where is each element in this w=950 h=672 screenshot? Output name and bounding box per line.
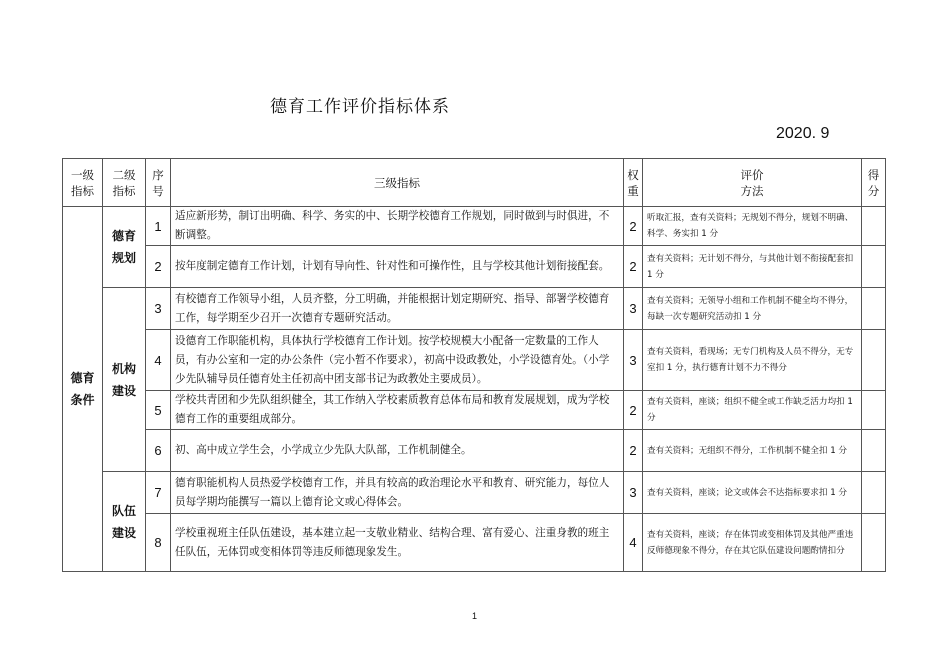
weight-cell: 2: [624, 391, 643, 430]
header-method-line1: 评价: [740, 167, 764, 182]
header-score-line2: 分: [867, 183, 880, 198]
table-row: [63, 430, 886, 472]
table-row: [63, 514, 886, 572]
indicator-cell: 适应新形势，制订出明确、科学、务实的中、长期学校德育工作规划，同时做到与时俱进，不断调整。: [171, 207, 624, 246]
header-level1: [63, 159, 103, 207]
seq-cell: 6: [146, 430, 171, 472]
indicator-cell: 按年度制定德育工作计划，计划有导向性、针对性和可操作性，且与学校其他计划衔接配套。: [171, 246, 624, 288]
group-cell-staff: [103, 472, 146, 572]
indicator-cell: 学校共青团和少先队组织健全，其工作纳入学校素质教育总体布局和教育发展规划，成为学校德育工作的重要组成部分。: [171, 391, 624, 430]
header-level1-line1: 一级: [71, 167, 94, 182]
method-cell: 查有关资料；无计划不得分，与其他计划不衔接配套扣 1 分: [643, 246, 862, 288]
table-row: [63, 288, 886, 330]
score-cell: [862, 514, 886, 572]
table-row: [63, 391, 886, 430]
score-cell: [862, 391, 886, 430]
table-row: [63, 472, 886, 514]
group-line1: 队伍: [111, 503, 136, 518]
header-weight-line2: 重: [627, 183, 639, 198]
indicator-cell: 有校德育工作领导小组，人员齐整，分工明确，并能根据计划定期研究、指导、部署学校德育工作，每学期至少召开一次德育专题研究活动。: [171, 288, 624, 330]
header-weight-line1: 权: [627, 167, 639, 182]
group-line1: 机构: [111, 361, 136, 376]
score-cell: [862, 246, 886, 288]
method-cell: 查有关资料，看现场；无专门机构及人员不得分，无专室扣 1 分，执行德育计划不力不得分: [643, 330, 862, 391]
weight-cell: 3: [624, 330, 643, 391]
header-row: [63, 159, 886, 207]
indicator-cell: 德育职能机构人员热爱学校德育工作，并具有较高的政治理论水平和教育、研究能力，每位人员每学期均能撰写一篇以上德育论文或心得体会。: [171, 472, 624, 514]
header-level1-line2: 指标: [71, 183, 94, 198]
score-cell: [862, 288, 886, 330]
group-line2: 规划: [111, 251, 136, 265]
level1-line1: 德育: [70, 371, 95, 385]
weight-cell: 3: [624, 472, 643, 514]
method-cell: 查有关资料，座谈；存在体罚或变相体罚及其他严重违反师德现象不得分，存在其它队伍建设问题酌情扣分: [643, 514, 862, 572]
method-cell: 查有关资料，座谈；论文或体会不达指标要求扣 1 分: [643, 472, 862, 514]
header-seq: [146, 159, 171, 207]
method-cell: 听取汇报，查有关资料；无规划不得分，规划不明确、科学、务实扣 1 分: [643, 207, 862, 246]
weight-cell: 2: [624, 430, 643, 472]
header-method: [643, 159, 862, 207]
score-cell: [862, 330, 886, 391]
score-cell: [862, 207, 886, 246]
header-score-line1: 得: [867, 167, 880, 182]
seq-cell: 5: [146, 391, 171, 430]
indicator-cell: 设德育工作职能机构，具体执行学校德育工作计划。按学校规模大小配备一定数量的工作人员，有办公室和一定的办公条件（完小暂不作要求），初高中设政教处，小学设德育处。（小学少先队辅导员任德育处主任初高中团支部书记为政教处主要成员）。: [171, 330, 624, 391]
header-level2-line2: 指标: [112, 183, 136, 198]
header-level2: [103, 159, 146, 207]
header-method-line2: 方法: [740, 183, 764, 198]
header-level2-line1: 二级: [112, 167, 136, 182]
page-number: 1: [472, 611, 478, 621]
group-line2: 建设: [111, 525, 136, 540]
score-cell: [862, 472, 886, 514]
method-cell: 查有关资料，座谈；组织不健全或工作缺乏活力均扣 1 分: [643, 391, 862, 430]
header-seq-line1: 序: [152, 167, 164, 182]
seq-cell: 2: [146, 246, 171, 288]
method-cell: 查有关资料；无领导小组和工作机制不健全均不得分，每缺一次专题研究活动扣 1 分: [643, 288, 862, 330]
table-row: [63, 330, 886, 391]
level1-line2: 条件: [70, 393, 95, 407]
header-seq-line2: 号: [152, 183, 164, 198]
weight-cell: 3: [624, 288, 643, 330]
method-cell: 查有关资料；无组织不得分，工作机制不健全扣 1 分: [643, 430, 862, 472]
group-line1: 德育: [111, 229, 136, 243]
weight-cell: 2: [624, 246, 643, 288]
group-cell-organization: [103, 288, 146, 472]
seq-cell: 7: [146, 472, 171, 514]
document-date: 2020. 9: [776, 125, 830, 142]
group-line2: 建设: [111, 383, 136, 398]
level1-cell: [63, 207, 103, 572]
group-cell-planning: [103, 207, 146, 288]
indicator-cell: 学校重视班主任队伍建设，基本建立起一支敬业精业、结构合理、富有爱心、注重身教的班主任队伍，无体罚或变相体罚等违反师德现象发生。: [171, 514, 624, 572]
seq-cell: 8: [146, 514, 171, 572]
header-level3: 三级指标: [171, 159, 624, 207]
header-score: [862, 159, 886, 207]
header-weight: [624, 159, 643, 207]
evaluation-table: [62, 158, 886, 572]
weight-cell: 4: [624, 514, 643, 572]
document-title: 德育工作评价指标体系: [270, 97, 450, 117]
indicator-cell: 初、高中成立学生会，小学成立少先队大队部，工作机制健全。: [171, 430, 624, 472]
seq-cell: 3: [146, 288, 171, 330]
seq-cell: 4: [146, 330, 171, 391]
table-row: [63, 246, 886, 288]
table-row: [63, 207, 886, 246]
weight-cell: 2: [624, 207, 643, 246]
seq-cell: 1: [146, 207, 171, 246]
score-cell: [862, 430, 886, 472]
